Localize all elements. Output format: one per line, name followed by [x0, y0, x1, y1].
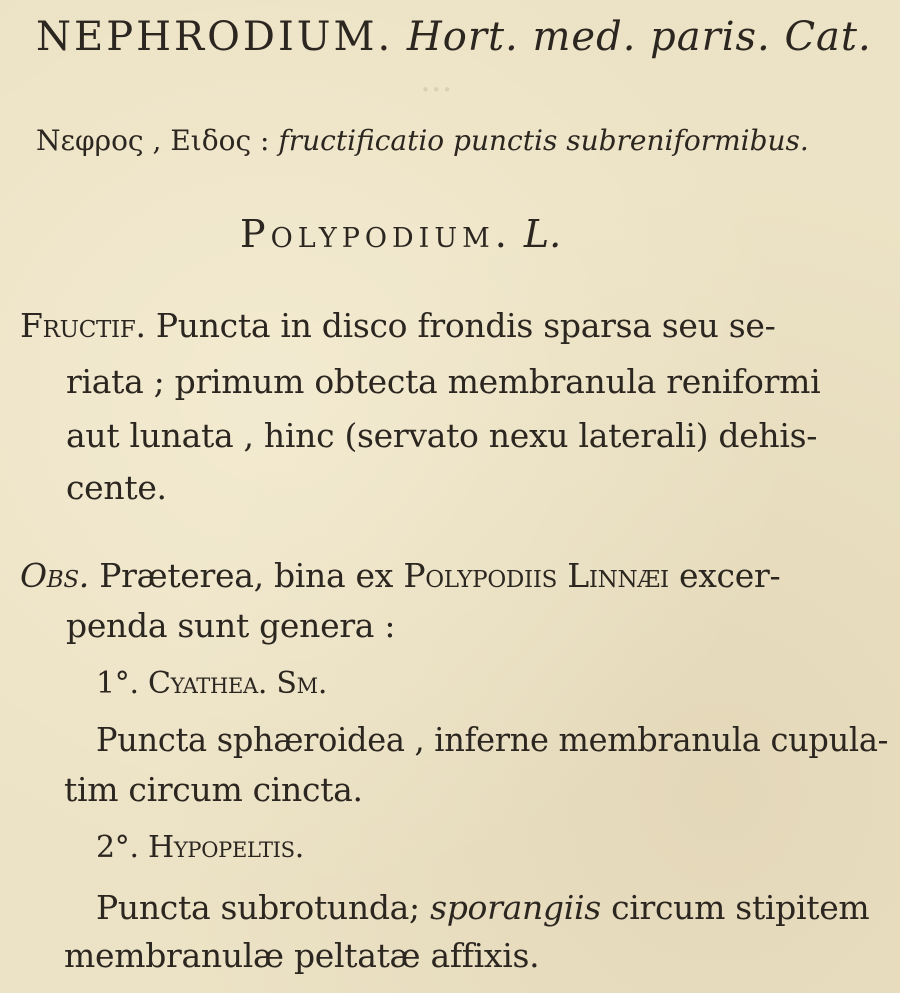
genus-1-line-1: Puncta sphæroidea , inferne membranula cupula-	[96, 720, 889, 759]
page-title	[36, 14, 872, 60]
genus-1-line-2: tim circum cincta.	[64, 770, 363, 809]
etymology-greek: Νεφρος , Ειδος :	[36, 124, 270, 157]
fructif-line-1	[20, 306, 776, 345]
genus-1-name: Cyathea. Sm.	[147, 666, 328, 701]
obs-text-1c: excer-	[679, 556, 781, 595]
genus-2-line-2: membranulæ peltatæ affixis.	[64, 936, 540, 975]
etymology-text: fructificatio punctis subreniformibus.	[278, 124, 809, 157]
genus-2-number: 2°.	[96, 830, 139, 865]
obs-polypodiis: Polypodiis Linnæi	[403, 556, 669, 595]
fructif-line-2: riata ; primum obtecta membranula reniformi	[66, 362, 821, 401]
title-source: Hort. med. paris. Cat.	[406, 14, 872, 60]
genus-2-text-1a: Puncta subrotunda;	[96, 888, 420, 927]
fructif-line-3: aut lunata , hinc (servato nexu laterali) dehis-	[66, 416, 818, 455]
genus-1-heading	[96, 666, 327, 701]
fructif-text-1: Puncta in disco frondis sparsa seu se-	[155, 306, 776, 345]
genus-2-line-1	[96, 888, 869, 927]
synonym-author: L.	[523, 212, 562, 256]
obs-line-2: penda sunt genera :	[66, 606, 396, 645]
synonym-name: Polypodium.	[240, 212, 512, 256]
genus-2-heading	[96, 830, 304, 865]
synonym-heading	[240, 212, 561, 256]
fructif-line-4: cente.	[66, 468, 167, 507]
obs-line-1	[20, 556, 780, 595]
obs-label: Obs.	[20, 556, 90, 595]
genus-2-sporangiis: sporangiis	[430, 888, 601, 927]
bleed-through-texture: ...	[420, 60, 453, 100]
genus-2-name: Hypopeltis.	[147, 830, 304, 865]
genus-2-text-1c: circum stipitem	[611, 888, 870, 927]
obs-text-1a: Præterea, bina ex	[99, 556, 394, 595]
genus-name: NEPHRODIUM.	[36, 14, 394, 60]
genus-1-number: 1°.	[96, 666, 139, 701]
fructif-label: Fructif.	[20, 306, 146, 345]
etymology-line	[36, 124, 809, 157]
